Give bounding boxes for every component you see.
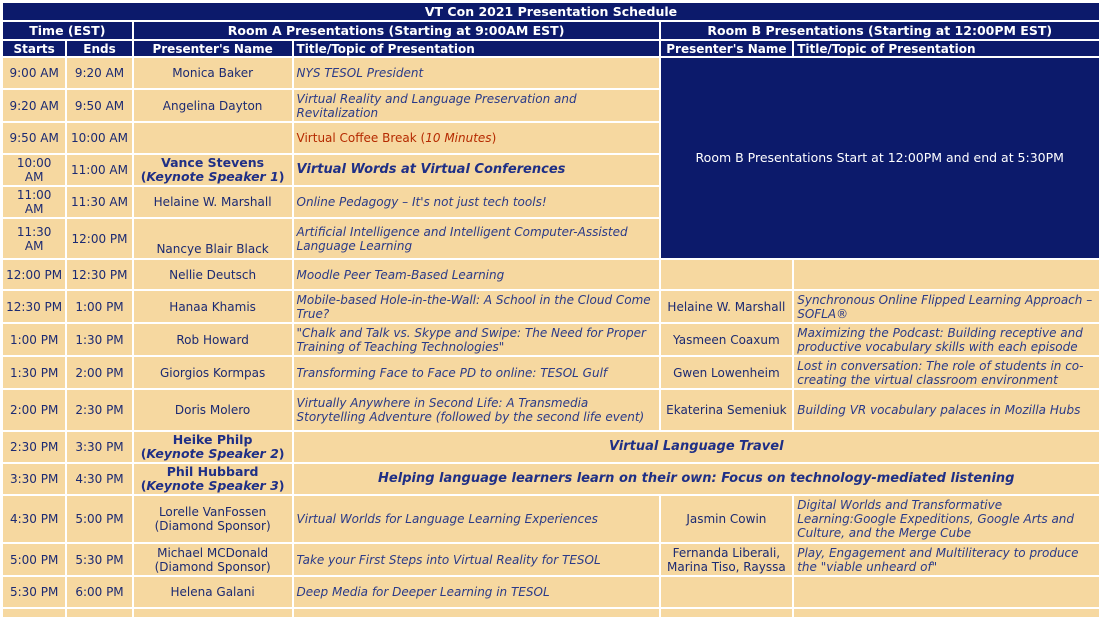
schedule-title: VT Con 2021 Presentation Schedule bbox=[3, 3, 1099, 20]
end-time: 11:00 AM bbox=[67, 155, 131, 185]
empty-cell bbox=[661, 609, 793, 617]
presenter-b-name: Fernanda Liberali, Marina Tiso, Rayssa bbox=[661, 544, 793, 575]
keynote-role: Keynote Speaker 3 bbox=[146, 478, 279, 493]
start-time: 9:20 AM bbox=[3, 90, 65, 121]
room-b-header: Room B Presentations (Starting at 12:00PM EST) bbox=[661, 22, 1099, 39]
end-time: 3:30 PM bbox=[67, 432, 131, 462]
start-time: 9:00 AM bbox=[3, 58, 65, 88]
table-row bbox=[3, 577, 1099, 607]
presenter-b-name bbox=[661, 577, 793, 607]
start-time: 4:30 PM bbox=[3, 496, 65, 542]
start-time: 11:00 AM bbox=[3, 187, 65, 217]
end-time: 12:00 PM bbox=[67, 219, 131, 258]
room-b-notice: Room B Presentations Start at 12:00PM and end at 5:30PM bbox=[661, 58, 1099, 258]
keynote-topic: Helping language learners learn on their own: Focus on technology-mediated listening bbox=[294, 464, 1099, 494]
end-time: 9:20 AM bbox=[67, 58, 131, 88]
presenter-b-name bbox=[661, 260, 793, 289]
topic-a-header: Title/Topic of Presentation bbox=[294, 41, 659, 56]
presentation-b-topic: Play, Engagement and Multiliteracy to produce the "viable unheard of" bbox=[794, 544, 1099, 575]
presentation-b-topic: Building VR vocabulary palaces in Mozilla Hubs bbox=[794, 390, 1099, 430]
start-time: 2:30 PM bbox=[3, 432, 65, 462]
start-time: 10:00 AM bbox=[3, 155, 65, 185]
start-time: 12:00 PM bbox=[3, 260, 65, 289]
presentation-topic: Virtually Anywhere in Second Life: A Transmedia Storytelling Adventure (followed by the second life event) bbox=[294, 390, 659, 430]
start-time: 9:50 AM bbox=[3, 123, 65, 153]
table-row bbox=[3, 58, 1099, 88]
empty-cell bbox=[794, 609, 1099, 617]
presenter-a-header: Presenter's Name bbox=[134, 41, 292, 56]
end-time: 2:30 PM bbox=[67, 390, 131, 430]
presentation-topic: Deep Media for Deeper Learning in TESOL bbox=[294, 577, 659, 607]
presentation-topic: Online Pedagogy – It's not just tech tools! bbox=[294, 187, 659, 217]
ends-header: Ends bbox=[67, 41, 131, 56]
start-time: 1:00 PM bbox=[3, 324, 65, 355]
end-time: 12:30 PM bbox=[67, 260, 131, 289]
presenter-b-name: Gwen Lowenheim bbox=[661, 357, 793, 388]
keynote-speaker: Phil Hubbard (Keynote Speaker 3) bbox=[134, 464, 292, 494]
table-row bbox=[3, 260, 1099, 289]
presentation-b-topic: Synchronous Online Flipped Learning Approach – SOFLA® bbox=[794, 291, 1099, 322]
topic-b-header: Title/Topic of Presentation bbox=[794, 41, 1099, 56]
presenter-name: Hanaa Khamis bbox=[134, 291, 292, 322]
end-time: 4:30 PM bbox=[67, 464, 131, 494]
keynote-role: Keynote Speaker 2 bbox=[146, 446, 279, 461]
table-row bbox=[3, 291, 1099, 322]
presenter-b-header: Presenter's Name bbox=[661, 41, 793, 56]
presentation-topic: Moodle Peer Team-Based Learning bbox=[294, 260, 659, 289]
presenter-name: Giorgios Kormpas bbox=[134, 357, 292, 388]
start-time: 11:30 AM bbox=[3, 219, 65, 258]
table-row bbox=[3, 432, 1099, 462]
start-time: 12:30 PM bbox=[3, 291, 65, 322]
presenter-name: Doris Molero bbox=[134, 390, 292, 430]
end-time: 5:00 PM bbox=[67, 496, 131, 542]
keynote-speaker: Heike Philp (Keynote Speaker 2) bbox=[134, 432, 292, 462]
presenter-name bbox=[134, 496, 292, 542]
starts-header: Starts bbox=[3, 41, 65, 56]
presenter-name: Helena Galani bbox=[134, 577, 292, 607]
presenter-name bbox=[134, 123, 292, 153]
presentation-topic: Virtual Words at Virtual Conferences bbox=[294, 155, 659, 185]
table-row bbox=[3, 544, 1099, 575]
keynote-role: Keynote Speaker 1 bbox=[146, 169, 279, 184]
empty-cell bbox=[294, 609, 659, 617]
keynote-name: Phil Hubbard bbox=[166, 464, 259, 479]
end-time: 10:00 AM bbox=[67, 123, 131, 153]
presenter-name: Nancye Blair Black bbox=[134, 219, 292, 258]
empty-cell bbox=[67, 609, 131, 617]
empty-cell bbox=[3, 609, 65, 617]
empty-cell bbox=[134, 609, 292, 617]
presentation-topic: Artificial Intelligence and Intelligent Computer-Assisted Language Learning bbox=[294, 219, 659, 258]
presentation-b-topic bbox=[794, 577, 1099, 607]
presenter-name-text: Michael MCDonald bbox=[157, 545, 269, 560]
presenter-b-name: Helaine W. Marshall bbox=[661, 291, 793, 322]
presenter-b-name: Ekaterina Semeniuk bbox=[661, 390, 793, 430]
start-time: 2:00 PM bbox=[3, 390, 65, 430]
table-row bbox=[3, 390, 1099, 430]
coffee-break-label: Virtual Coffee Break bbox=[296, 131, 417, 145]
presenter-b-name: Yasmeen Coaxum bbox=[661, 324, 793, 355]
end-time: 1:30 PM bbox=[67, 324, 131, 355]
start-time: 1:30 PM bbox=[3, 357, 65, 388]
presenter-name: Helaine W. Marshall bbox=[134, 187, 292, 217]
presenter-name bbox=[134, 544, 292, 575]
time-header: Time (EST) bbox=[3, 22, 132, 39]
table-row bbox=[3, 324, 1099, 355]
coffee-break-duration: 10 Minutes bbox=[425, 131, 492, 145]
start-time: 3:30 PM bbox=[3, 464, 65, 494]
presenter-b-name: Jasmin Cowin bbox=[661, 496, 793, 542]
presentation-topic: Take your First Steps into Virtual Reality for TESOL bbox=[294, 544, 659, 575]
keynote-name: Vance Stevens bbox=[161, 155, 265, 170]
start-time: 5:00 PM bbox=[3, 544, 65, 575]
keynote-name: Heike Philp bbox=[172, 432, 253, 447]
end-time: 2:00 PM bbox=[67, 357, 131, 388]
presenter-name: Monica Baker bbox=[134, 58, 292, 88]
presentation-topic: Transforming Face to Face PD to online: TESOL Gulf bbox=[294, 357, 659, 388]
coffee-break: Virtual Coffee Break (10 Minutes) bbox=[294, 123, 659, 153]
presentation-b-topic: Lost in conversation: The role of students in co-creating the virtual classroom environment bbox=[794, 357, 1099, 388]
presentation-b-topic bbox=[794, 260, 1099, 289]
end-time: 1:00 PM bbox=[67, 291, 131, 322]
presenter-name: Angelina Dayton bbox=[134, 90, 292, 121]
table-row bbox=[3, 357, 1099, 388]
presentation-topic: "Chalk and Talk vs. Skype and Swipe: The Need for Proper Training of Teaching Technologies" bbox=[294, 324, 659, 355]
presentation-topic: Mobile-based Hole-in-the-Wall: A School in the Cloud Come True? bbox=[294, 291, 659, 322]
presentation-b-topic: Digital Worlds and Transformative Learning:Google Expeditions, Google Arts and Culture, and the Merge Cube bbox=[794, 496, 1099, 542]
end-time: 11:30 AM bbox=[67, 187, 131, 217]
keynote-speaker: Vance Stevens (Keynote Speaker 1) bbox=[134, 155, 292, 185]
keynote-topic: Virtual Language Travel bbox=[294, 432, 1099, 462]
table-row bbox=[3, 609, 1099, 617]
table-row bbox=[3, 496, 1099, 542]
start-time: 5:30 PM bbox=[3, 577, 65, 607]
presenter-name: Rob Howard bbox=[134, 324, 292, 355]
end-time: 5:30 PM bbox=[67, 544, 131, 575]
presentation-topic: Virtual Reality and Language Preservation and Revitalization bbox=[294, 90, 659, 121]
presenter-name-text: Lorelle VanFossen bbox=[158, 505, 267, 519]
table-row bbox=[3, 464, 1099, 494]
sponsor-note: (Diamond Sponsor) bbox=[154, 519, 271, 533]
presenter-name: Nellie Deutsch bbox=[134, 260, 292, 289]
sponsor-note: (Diamond Sponsor) bbox=[154, 559, 271, 574]
end-time: 9:50 AM bbox=[67, 90, 131, 121]
presentation-b-topic: Maximizing the Podcast: Building receptive and productive vocabulary skills with each episode bbox=[794, 324, 1099, 355]
presentation-topic: NYS TESOL President bbox=[294, 58, 659, 88]
schedule-table bbox=[1, 1, 1101, 619]
room-a-header: Room A Presentations (Starting at 9:00AM EST) bbox=[134, 22, 659, 39]
presentation-topic: Virtual Worlds for Language Learning Experiences bbox=[294, 496, 659, 542]
end-time: 6:00 PM bbox=[67, 577, 131, 607]
